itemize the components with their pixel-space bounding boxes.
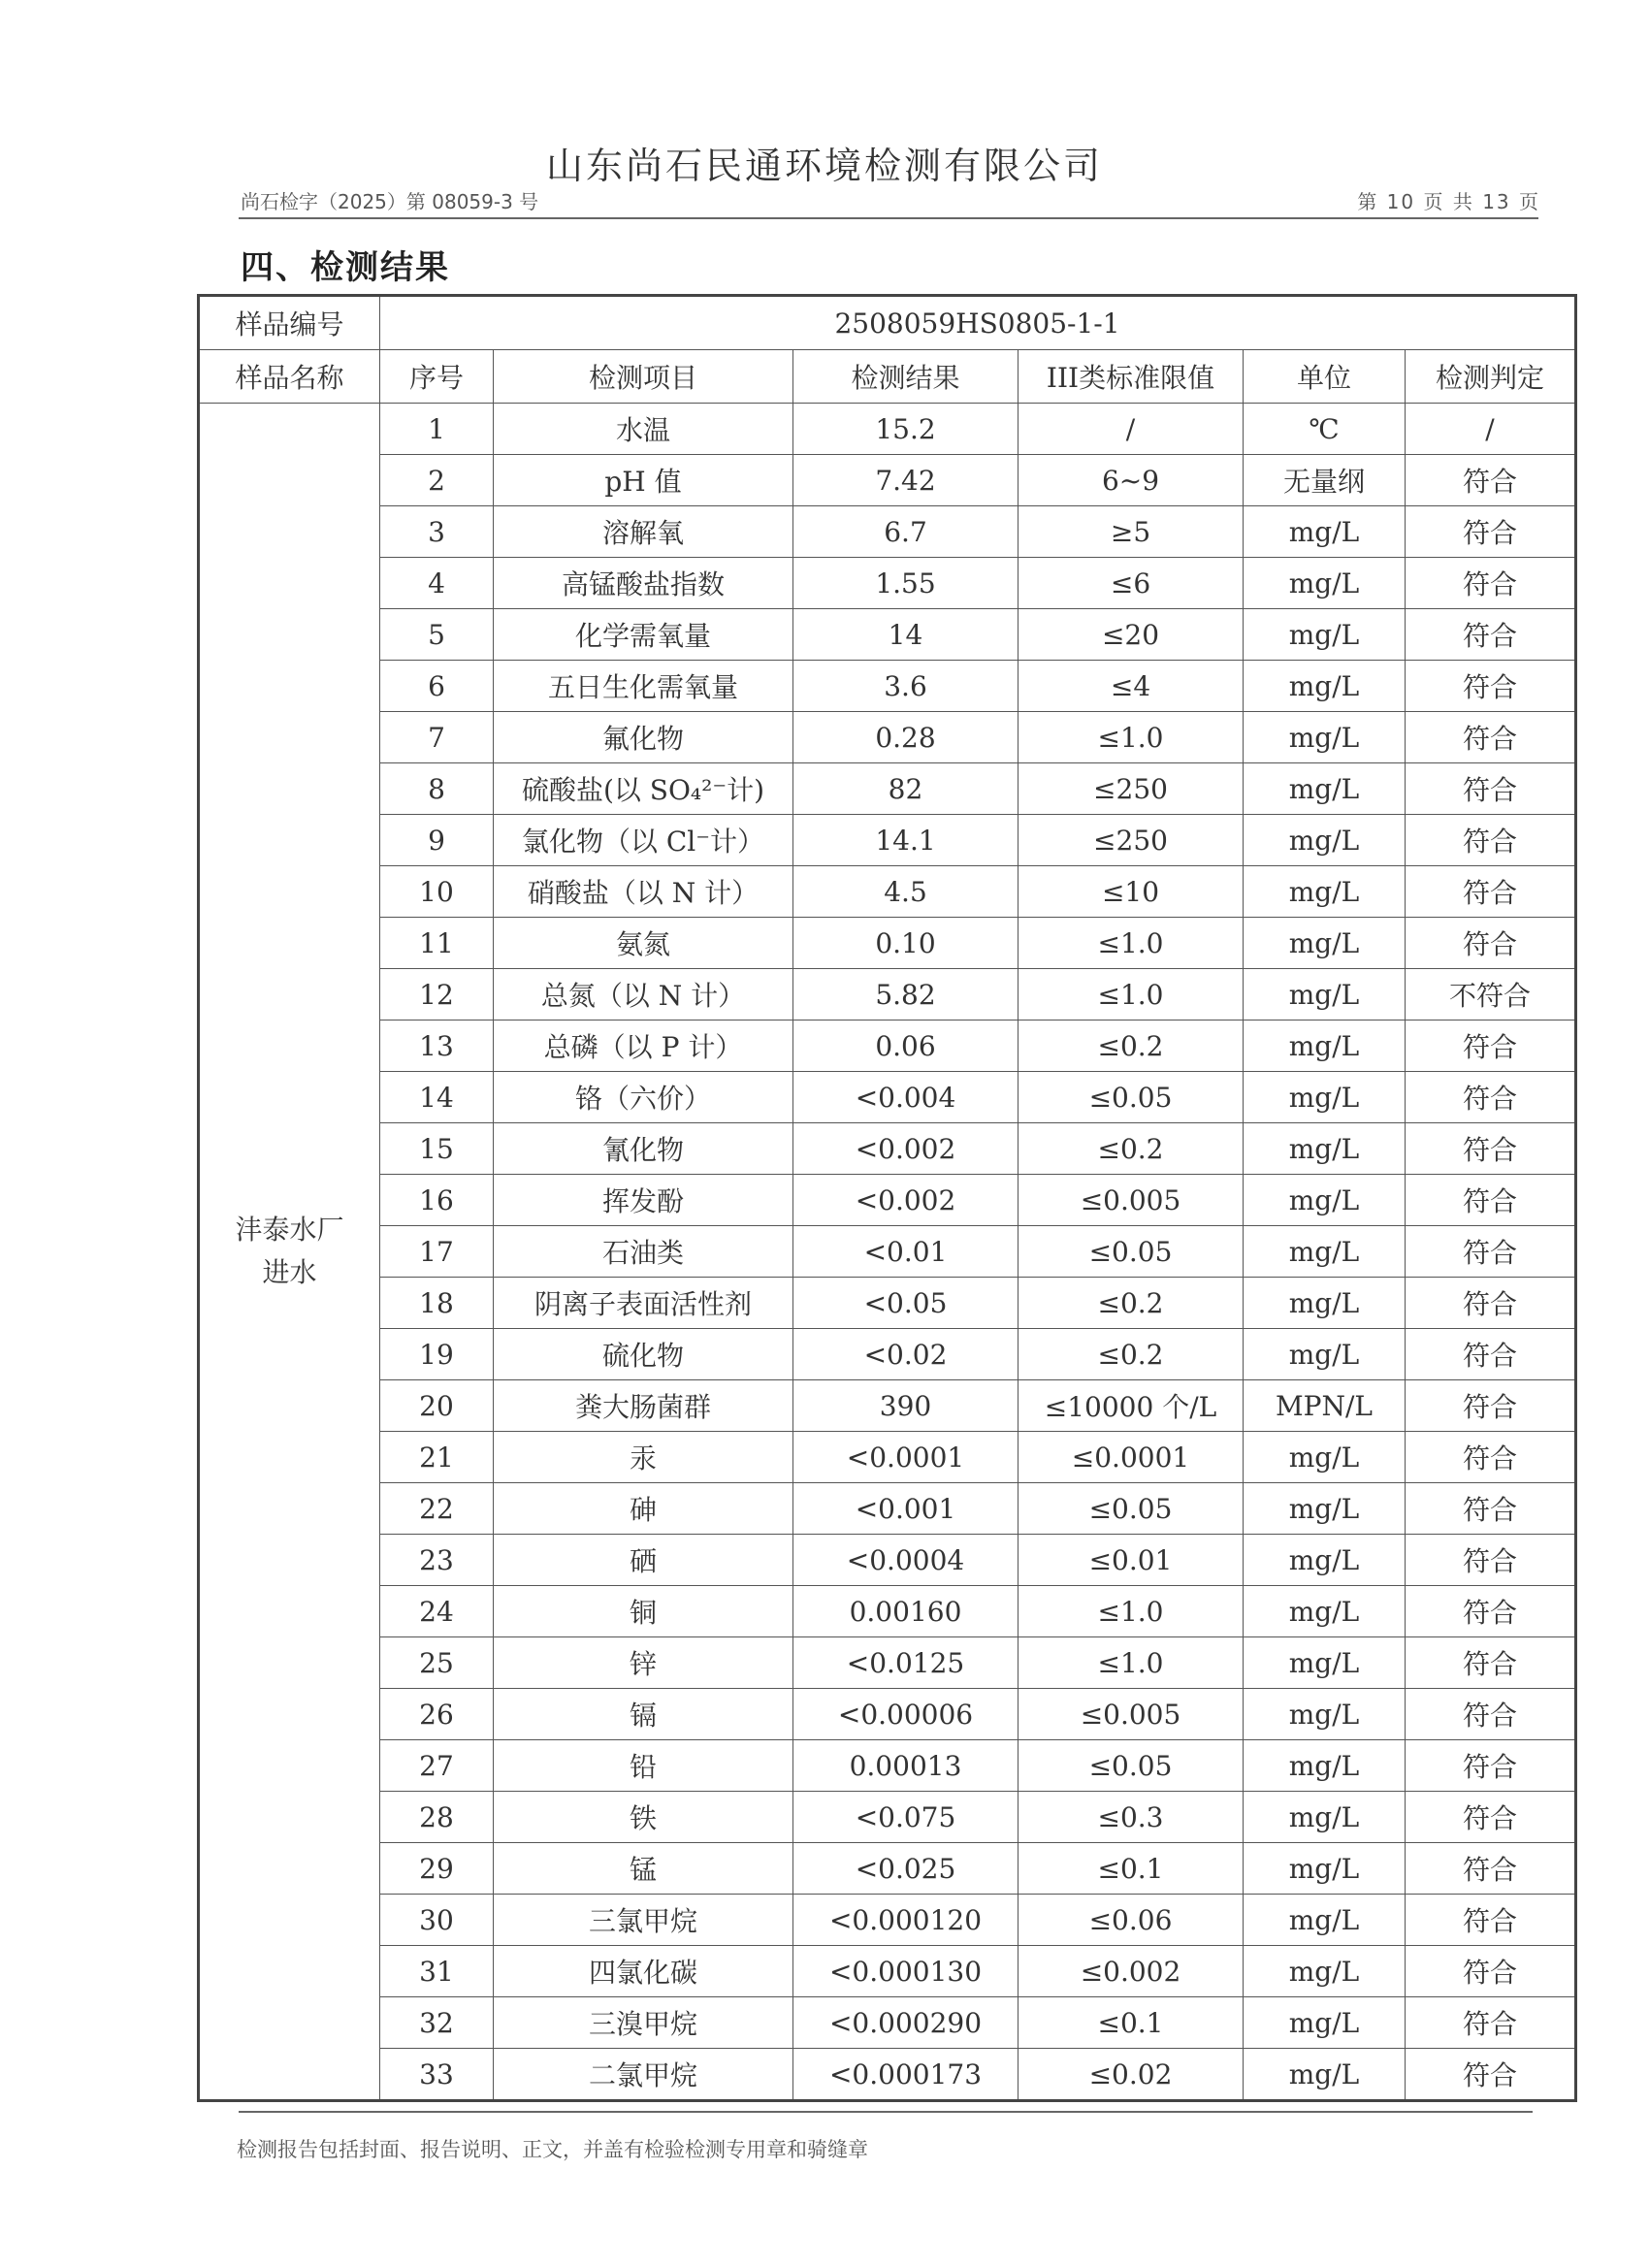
col-header-unit: 单位 [1244, 350, 1406, 404]
result-cell: 6.7 [793, 506, 1018, 558]
unit-cell: mg/L [1244, 918, 1406, 969]
table-row [199, 1175, 1576, 1226]
verdict-cell: 符合 [1406, 1689, 1576, 1740]
results-table-body [199, 296, 1576, 2101]
table-row [199, 1637, 1576, 1689]
unit-cell: MPN/L [1244, 1380, 1406, 1432]
unit-cell: ℃ [1244, 404, 1406, 455]
seq-cell: 27 [380, 1740, 494, 1792]
table-row [199, 455, 1576, 506]
verdict-cell: 符合 [1406, 661, 1576, 712]
limit-cell: ≥5 [1018, 506, 1244, 558]
table-row [199, 609, 1576, 661]
footer-divider [239, 2111, 1533, 2113]
seq-cell: 29 [380, 1843, 494, 1895]
seq-cell: 20 [380, 1380, 494, 1432]
verdict-cell: 符合 [1406, 866, 1576, 918]
result-cell: <0.0004 [793, 1535, 1018, 1586]
item-cell: 硝酸盐（以 N 计） [494, 866, 793, 918]
verdict-cell: 符合 [1406, 1380, 1576, 1432]
limit-cell: ≤6 [1018, 558, 1244, 609]
result-cell: 4.5 [793, 866, 1018, 918]
unit-cell: 无量纲 [1244, 455, 1406, 506]
unit-cell: mg/L [1244, 969, 1406, 1021]
unit-cell: mg/L [1244, 1895, 1406, 1946]
verdict-cell: 符合 [1406, 1123, 1576, 1175]
item-cell: 二氯甲烷 [494, 2049, 793, 2101]
unit-cell: mg/L [1244, 1946, 1406, 1997]
verdict-cell: 符合 [1406, 2049, 1576, 2101]
result-cell: <0.000130 [793, 1946, 1018, 1997]
result-cell: 14.1 [793, 815, 1018, 866]
item-cell: 硒 [494, 1535, 793, 1586]
limit-cell: ≤0.2 [1018, 1021, 1244, 1072]
unit-cell: mg/L [1244, 558, 1406, 609]
table-row [199, 1483, 1576, 1535]
result-cell: 7.42 [793, 455, 1018, 506]
item-cell: 粪大肠菌群 [494, 1380, 793, 1432]
table-row [199, 1535, 1576, 1586]
table-row [199, 918, 1576, 969]
result-cell: 0.10 [793, 918, 1018, 969]
limit-cell: ≤1.0 [1018, 918, 1244, 969]
table-row [199, 1021, 1576, 1072]
company-name: 山东尚石民通环境检测有限公司 [545, 145, 1103, 187]
sample-name-cell: 沣泰水厂进水 [199, 404, 380, 2101]
verdict-cell: 符合 [1406, 815, 1576, 866]
item-cell: 阴离子表面活性剂 [494, 1278, 793, 1329]
limit-cell: ≤0.0001 [1018, 1432, 1244, 1483]
unit-cell: mg/L [1244, 1483, 1406, 1535]
limit-cell: ≤4 [1018, 661, 1244, 712]
item-cell: 化学需氧量 [494, 609, 793, 661]
item-cell: 三溴甲烷 [494, 1997, 793, 2049]
unit-cell: mg/L [1244, 1329, 1406, 1380]
seq-cell: 13 [380, 1021, 494, 1072]
item-cell: 四氯化碳 [494, 1946, 793, 1997]
seq-cell: 2 [380, 455, 494, 506]
result-cell: <0.01 [793, 1226, 1018, 1278]
item-cell: 砷 [494, 1483, 793, 1535]
verdict-cell: 符合 [1406, 1483, 1576, 1535]
unit-cell: mg/L [1244, 763, 1406, 815]
table-row [199, 558, 1576, 609]
item-cell: 锰 [494, 1843, 793, 1895]
unit-cell: mg/L [1244, 506, 1406, 558]
verdict-cell: 符合 [1406, 506, 1576, 558]
verdict-cell: 符合 [1406, 1278, 1576, 1329]
verdict-cell: 符合 [1406, 1843, 1576, 1895]
result-cell: 5.82 [793, 969, 1018, 1021]
table-row [199, 1123, 1576, 1175]
seq-cell: 4 [380, 558, 494, 609]
verdict-cell: 符合 [1406, 1740, 1576, 1792]
unit-cell: mg/L [1244, 1072, 1406, 1123]
seq-cell: 28 [380, 1792, 494, 1843]
result-cell: <0.0001 [793, 1432, 1018, 1483]
result-cell: 0.00013 [793, 1740, 1018, 1792]
verdict-cell: 符合 [1406, 1021, 1576, 1072]
result-cell: <0.025 [793, 1843, 1018, 1895]
item-cell: 镉 [494, 1689, 793, 1740]
limit-cell: ≤1.0 [1018, 1637, 1244, 1689]
item-cell: 高锰酸盐指数 [494, 558, 793, 609]
verdict-cell: 符合 [1406, 1432, 1576, 1483]
result-cell: <0.002 [793, 1123, 1018, 1175]
seq-cell: 30 [380, 1895, 494, 1946]
item-cell: 总磷（以 P 计） [494, 1021, 793, 1072]
result-cell: 1.55 [793, 558, 1018, 609]
verdict-cell: / [1406, 404, 1576, 455]
col-header-result: 检测结果 [793, 350, 1018, 404]
item-cell: 氟化物 [494, 712, 793, 763]
seq-cell: 9 [380, 815, 494, 866]
limit-cell: ≤0.002 [1018, 1946, 1244, 1997]
verdict-cell: 符合 [1406, 1226, 1576, 1278]
unit-cell: mg/L [1244, 866, 1406, 918]
limit-cell: ≤1.0 [1018, 712, 1244, 763]
seq-cell: 26 [380, 1689, 494, 1740]
seq-cell: 1 [380, 404, 494, 455]
unit-cell: mg/L [1244, 609, 1406, 661]
limit-cell: ≤0.02 [1018, 2049, 1244, 2101]
sample-number-value: 2508059HS0805-1-1 [380, 296, 1576, 350]
verdict-cell: 符合 [1406, 1175, 1576, 1226]
limit-cell: ≤0.05 [1018, 1740, 1244, 1792]
header-divider [239, 217, 1538, 219]
seq-cell: 31 [380, 1946, 494, 1997]
result-cell: 390 [793, 1380, 1018, 1432]
verdict-cell: 符合 [1406, 609, 1576, 661]
col-header-seq: 序号 [380, 350, 494, 404]
limit-cell: / [1018, 404, 1244, 455]
item-cell: 氯化物（以 Cl⁻计） [494, 815, 793, 866]
seq-cell: 16 [380, 1175, 494, 1226]
unit-cell: mg/L [1244, 1226, 1406, 1278]
result-cell: <0.000120 [793, 1895, 1018, 1946]
unit-cell: mg/L [1244, 815, 1406, 866]
verdict-cell: 符合 [1406, 1997, 1576, 2049]
limit-cell: ≤1.0 [1018, 969, 1244, 1021]
result-cell: 82 [793, 763, 1018, 815]
item-cell: 铅 [494, 1740, 793, 1792]
limit-cell: ≤0.1 [1018, 1843, 1244, 1895]
result-cell: <0.000173 [793, 2049, 1018, 2101]
result-cell: 0.28 [793, 712, 1018, 763]
seq-cell: 18 [380, 1278, 494, 1329]
unit-cell: mg/L [1244, 661, 1406, 712]
item-cell: 铁 [494, 1792, 793, 1843]
limit-cell: ≤20 [1018, 609, 1244, 661]
table-row [199, 404, 1576, 455]
verdict-cell: 符合 [1406, 455, 1576, 506]
limit-cell: ≤0.06 [1018, 1895, 1244, 1946]
unit-cell: mg/L [1244, 1123, 1406, 1175]
limit-cell: ≤0.05 [1018, 1483, 1244, 1535]
result-cell: 15.2 [793, 404, 1018, 455]
table-row [199, 661, 1576, 712]
seq-cell: 24 [380, 1586, 494, 1637]
limit-cell: 6~9 [1018, 455, 1244, 506]
col-header-item: 检测项目 [494, 350, 793, 404]
results-table [197, 294, 1577, 2102]
unit-cell: mg/L [1244, 1689, 1406, 1740]
result-cell: <0.004 [793, 1072, 1018, 1123]
col-header-verdict: 检测判定 [1406, 350, 1576, 404]
unit-cell: mg/L [1244, 1535, 1406, 1586]
item-cell: 铬（六价） [494, 1072, 793, 1123]
column-header-row [199, 350, 1576, 404]
seq-cell: 23 [380, 1535, 494, 1586]
unit-cell: mg/L [1244, 1792, 1406, 1843]
verdict-cell: 符合 [1406, 1946, 1576, 1997]
verdict-cell: 符合 [1406, 1072, 1576, 1123]
seq-cell: 21 [380, 1432, 494, 1483]
report-number: 尚石检字（2025）第 08059-3 号 [241, 190, 539, 213]
table-row [199, 1689, 1576, 1740]
limit-cell: ≤10 [1018, 866, 1244, 918]
item-cell: 挥发酚 [494, 1175, 793, 1226]
item-cell: 锌 [494, 1637, 793, 1689]
unit-cell: mg/L [1244, 1278, 1406, 1329]
table-row [199, 1329, 1576, 1380]
table-row [199, 866, 1576, 918]
limit-cell: ≤0.1 [1018, 1997, 1244, 2049]
unit-cell: mg/L [1244, 1432, 1406, 1483]
item-cell: 石油类 [494, 1226, 793, 1278]
unit-cell: mg/L [1244, 1021, 1406, 1072]
seq-cell: 12 [380, 969, 494, 1021]
col-header-limit: III类标准限值 [1018, 350, 1244, 404]
result-cell: <0.002 [793, 1175, 1018, 1226]
table-row [199, 1072, 1576, 1123]
limit-cell: ≤0.2 [1018, 1278, 1244, 1329]
table-row [199, 815, 1576, 866]
sample-number-row [199, 296, 1576, 350]
verdict-cell: 符合 [1406, 918, 1576, 969]
item-cell: 水温 [494, 404, 793, 455]
result-cell: <0.075 [793, 1792, 1018, 1843]
seq-cell: 22 [380, 1483, 494, 1535]
unit-cell: mg/L [1244, 1997, 1406, 2049]
item-cell: 氨氮 [494, 918, 793, 969]
table-row [199, 1586, 1576, 1637]
limit-cell: ≤0.2 [1018, 1123, 1244, 1175]
limit-cell: ≤1.0 [1018, 1586, 1244, 1637]
seq-cell: 14 [380, 1072, 494, 1123]
limit-cell: ≤0.05 [1018, 1072, 1244, 1123]
unit-cell: mg/L [1244, 1740, 1406, 1792]
table-row [199, 969, 1576, 1021]
unit-cell: mg/L [1244, 712, 1406, 763]
verdict-cell: 符合 [1406, 1895, 1576, 1946]
result-cell: <0.0125 [793, 1637, 1018, 1689]
item-cell: 铜 [494, 1586, 793, 1637]
limit-cell: ≤250 [1018, 815, 1244, 866]
item-cell: 三氯甲烷 [494, 1895, 793, 1946]
verdict-cell: 符合 [1406, 1329, 1576, 1380]
seq-cell: 33 [380, 2049, 494, 2101]
verdict-cell: 符合 [1406, 1637, 1576, 1689]
table-row [199, 1895, 1576, 1946]
item-cell: 硫酸盐(以 SO₄²⁻计) [494, 763, 793, 815]
table-row [199, 1432, 1576, 1483]
limit-cell: ≤0.005 [1018, 1175, 1244, 1226]
result-cell: 0.06 [793, 1021, 1018, 1072]
table-row [199, 506, 1576, 558]
page-indicator: 第 10 页 共 13 页 [1357, 190, 1540, 213]
item-cell: 汞 [494, 1432, 793, 1483]
sample-number-label: 样品编号 [199, 296, 380, 350]
verdict-cell: 符合 [1406, 1586, 1576, 1637]
item-cell: 溶解氧 [494, 506, 793, 558]
unit-cell: mg/L [1244, 1843, 1406, 1895]
item-cell: 总氮（以 N 计） [494, 969, 793, 1021]
seq-cell: 3 [380, 506, 494, 558]
seq-cell: 5 [380, 609, 494, 661]
unit-cell: mg/L [1244, 2049, 1406, 2101]
item-cell: pH 值 [494, 455, 793, 506]
verdict-cell: 不符合 [1406, 969, 1576, 1021]
item-cell: 硫化物 [494, 1329, 793, 1380]
seq-cell: 15 [380, 1123, 494, 1175]
limit-cell: ≤10000 个/L [1018, 1380, 1244, 1432]
table-row [199, 1740, 1576, 1792]
table-row [199, 1792, 1576, 1843]
verdict-cell: 符合 [1406, 1535, 1576, 1586]
table-row [199, 1380, 1576, 1432]
verdict-cell: 符合 [1406, 763, 1576, 815]
result-cell: 3.6 [793, 661, 1018, 712]
verdict-cell: 符合 [1406, 1792, 1576, 1843]
result-cell: 14 [793, 609, 1018, 661]
item-cell: 氰化物 [494, 1123, 793, 1175]
table-row [199, 2049, 1576, 2101]
limit-cell: ≤0.01 [1018, 1535, 1244, 1586]
limit-cell: ≤0.2 [1018, 1329, 1244, 1380]
item-cell: 五日生化需氧量 [494, 661, 793, 712]
table-row [199, 1946, 1576, 1997]
table-row [199, 763, 1576, 815]
seq-cell: 6 [380, 661, 494, 712]
unit-cell: mg/L [1244, 1586, 1406, 1637]
seq-cell: 11 [380, 918, 494, 969]
seq-cell: 19 [380, 1329, 494, 1380]
limit-cell: ≤250 [1018, 763, 1244, 815]
seq-cell: 8 [380, 763, 494, 815]
seq-cell: 17 [380, 1226, 494, 1278]
limit-cell: ≤0.005 [1018, 1689, 1244, 1740]
result-cell: <0.000290 [793, 1997, 1018, 2049]
unit-cell: mg/L [1244, 1175, 1406, 1226]
seq-cell: 7 [380, 712, 494, 763]
verdict-cell: 符合 [1406, 558, 1576, 609]
footer-note: 检测报告包括封面、报告说明、正文，并盖有检验检测专用章和骑缝章 [237, 2138, 868, 2161]
table-row [199, 712, 1576, 763]
seq-cell: 32 [380, 1997, 494, 2049]
table-row [199, 1278, 1576, 1329]
result-cell: 0.00160 [793, 1586, 1018, 1637]
limit-cell: ≤0.3 [1018, 1792, 1244, 1843]
seq-cell: 10 [380, 866, 494, 918]
verdict-cell: 符合 [1406, 712, 1576, 763]
section-title: 四、检测结果 [241, 248, 450, 287]
col-header-sample-name: 样品名称 [199, 350, 380, 404]
table-row [199, 1997, 1576, 2049]
limit-cell: ≤0.05 [1018, 1226, 1244, 1278]
result-cell: <0.02 [793, 1329, 1018, 1380]
seq-cell: 25 [380, 1637, 494, 1689]
table-row [199, 1843, 1576, 1895]
result-cell: <0.00006 [793, 1689, 1018, 1740]
result-cell: <0.001 [793, 1483, 1018, 1535]
unit-cell: mg/L [1244, 1637, 1406, 1689]
table-row [199, 1226, 1576, 1278]
result-cell: <0.05 [793, 1278, 1018, 1329]
